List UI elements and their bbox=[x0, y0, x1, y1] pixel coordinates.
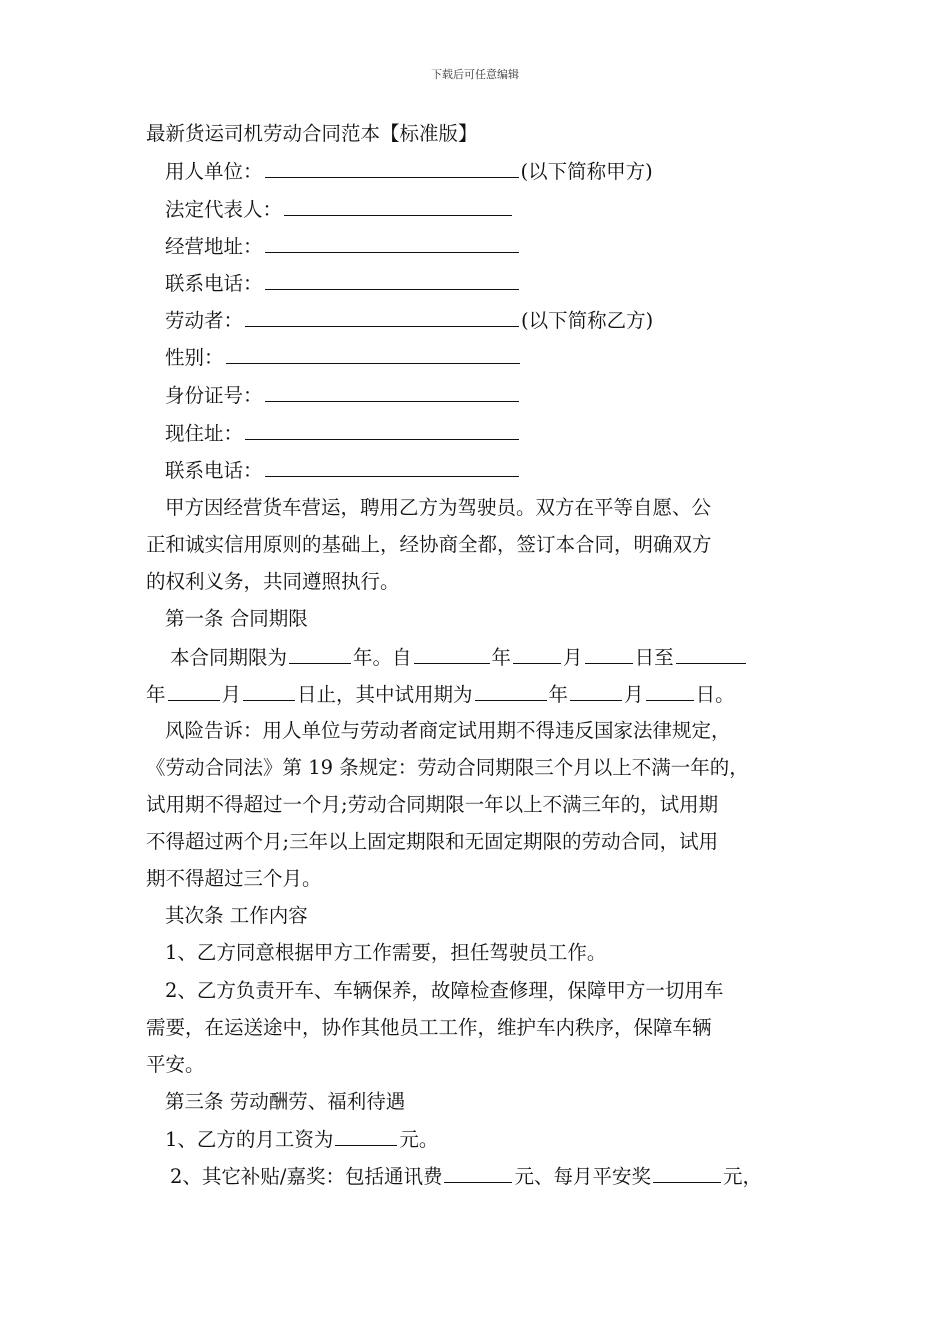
term-text: 年 bbox=[146, 683, 166, 706]
salary-line bbox=[165, 1126, 438, 1153]
term-years-blank[interactable] bbox=[289, 644, 351, 664]
gender-label: 性别： bbox=[165, 346, 224, 369]
phone2-blank[interactable] bbox=[265, 457, 519, 477]
phone2-field bbox=[165, 457, 521, 484]
start-year-blank[interactable] bbox=[414, 644, 490, 664]
article1-heading: 第一条 合同期限 bbox=[165, 607, 308, 630]
address-blank[interactable] bbox=[265, 233, 519, 253]
residence-blank[interactable] bbox=[245, 420, 519, 440]
article3-heading: 第三条 劳动酬劳、福利待遇 bbox=[165, 1090, 406, 1113]
probation-day-blank[interactable] bbox=[646, 681, 694, 701]
intro-line: 的权利义务，共同遵照执行。 bbox=[146, 570, 400, 593]
article2-item2: 平安。 bbox=[146, 1053, 205, 1076]
risk-line: 期不得超过三个月。 bbox=[146, 867, 322, 890]
risk-line: 《劳动合同法》第 19 条规定：劳动合同期限三个月以上不满一年的， bbox=[146, 756, 749, 779]
probation-year-blank[interactable] bbox=[475, 681, 547, 701]
term-text: 月 bbox=[563, 646, 583, 669]
term-text: 日至 bbox=[634, 646, 674, 669]
end-day-blank[interactable] bbox=[243, 681, 295, 701]
term-text: 日止，其中试用期为 bbox=[297, 683, 473, 706]
id-field bbox=[165, 382, 521, 409]
term-text: 日。 bbox=[695, 683, 735, 706]
salary-blank[interactable] bbox=[335, 1126, 397, 1146]
residence-label: 现住址： bbox=[165, 422, 244, 445]
employer-label: 用人单位： bbox=[165, 160, 263, 183]
risk-line: 试用期不得超过一个月;劳动合同期限一年以上不满三年的，试用期 bbox=[146, 793, 719, 816]
phone2-label: 联系电话： bbox=[165, 459, 263, 482]
residence-field bbox=[165, 420, 521, 447]
legal-rep-blank[interactable] bbox=[284, 196, 512, 216]
gender-blank[interactable] bbox=[226, 344, 520, 364]
intro-line: 正和诚实信用原则的基础上，经协商全都，签订本合同，明确双方 bbox=[146, 533, 712, 556]
end-month-blank[interactable] bbox=[168, 681, 220, 701]
risk-line: 风险告诉：用人单位与劳动者商定试用期不得违反国家法律规定， bbox=[165, 719, 731, 742]
allowance-text: 2、其它补贴/嘉奖：包括通讯费 bbox=[170, 1165, 443, 1188]
term-text: 年 bbox=[491, 646, 512, 669]
worker-field bbox=[165, 307, 653, 334]
legal-rep-label: 法定代表人： bbox=[165, 198, 283, 221]
id-blank[interactable] bbox=[265, 382, 519, 402]
employer-field bbox=[165, 158, 653, 185]
header-note: 下载后可任意编辑 bbox=[431, 68, 519, 81]
term-line-2 bbox=[146, 681, 735, 708]
start-month-blank[interactable] bbox=[513, 644, 561, 664]
term-text: 本合同期限为 bbox=[170, 646, 288, 669]
article2-item2: 2、乙方负责开车、车辆保养，故障检查修理，保障甲方一切用车 bbox=[165, 979, 724, 1002]
probation-month-blank[interactable] bbox=[570, 681, 622, 701]
start-day-blank[interactable] bbox=[585, 644, 633, 664]
worker-blank[interactable] bbox=[245, 307, 519, 327]
safety-bonus-blank[interactable] bbox=[653, 1163, 721, 1183]
document-title: 最新货运司机劳动合同范本【标准版】 bbox=[146, 122, 478, 145]
salary-text: 1、乙方的月工资为 bbox=[165, 1128, 334, 1151]
employer-suffix: (以下简称甲方) bbox=[520, 160, 653, 183]
article2-heading: 其次条 工作内容 bbox=[165, 904, 308, 927]
legal-rep-field bbox=[165, 196, 514, 223]
communication-fee-blank[interactable] bbox=[444, 1163, 512, 1183]
worker-suffix: (以下简称乙方) bbox=[521, 309, 654, 332]
phone1-field bbox=[165, 270, 521, 297]
allowance-text: 元， bbox=[723, 1165, 763, 1188]
gender-field bbox=[165, 344, 522, 371]
risk-line: 不得超过两个月;三年以上固定期限和无固定期限的劳动合同，试用 bbox=[146, 830, 719, 853]
article2-item2: 需要，在运送途中，协作其他员工工作，维护车内秩序，保障车辆 bbox=[146, 1016, 712, 1039]
allowance-line bbox=[170, 1163, 762, 1190]
id-label: 身份证号： bbox=[165, 384, 263, 407]
term-line-1 bbox=[170, 644, 748, 671]
term-text: 年 bbox=[548, 683, 569, 706]
term-text: 年。自 bbox=[353, 646, 412, 669]
phone1-label: 联系电话： bbox=[165, 272, 263, 295]
allowance-text: 元、每月平安奖 bbox=[514, 1165, 651, 1188]
term-text: 月 bbox=[221, 683, 242, 706]
article2-item1: 1、乙方同意根据甲方工作需要，担任驾驶员工作。 bbox=[165, 941, 607, 964]
worker-label: 劳动者： bbox=[165, 309, 244, 332]
end-year-blank[interactable] bbox=[676, 644, 746, 664]
phone1-blank[interactable] bbox=[265, 270, 519, 290]
term-text: 月 bbox=[624, 683, 644, 706]
intro-line: 甲方因经营货车营运，聘用乙方为驾驶员。双方在平等自愿、公 bbox=[165, 496, 712, 519]
address-label: 经营地址： bbox=[165, 235, 263, 258]
address-field bbox=[165, 233, 521, 260]
salary-text: 元。 bbox=[399, 1128, 439, 1151]
employer-blank[interactable] bbox=[265, 158, 519, 178]
